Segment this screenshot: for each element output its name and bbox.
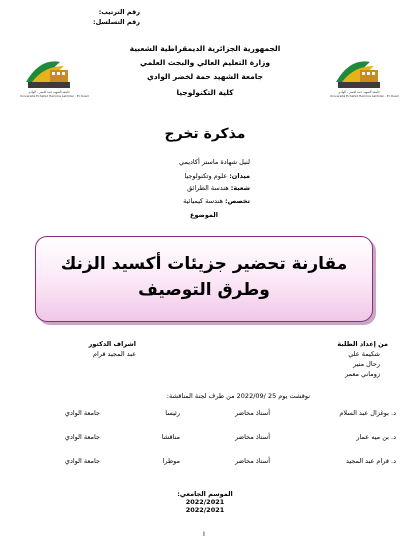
university-logo-left: [20, 52, 89, 100]
thesis-title-line-2: وطرق التوصيف: [138, 280, 270, 300]
logo-caption-ar: جامعة الشهيد حمة لخضر - الوادي: [28, 90, 70, 94]
committee-name-3: د. قرام عبد المجيد: [345, 457, 396, 465]
branch-line: [150, 184, 250, 192]
student-name-1: شكيمة علي: [348, 350, 380, 358]
committee-role-1: رئيسا: [165, 409, 180, 417]
committee-rank-3: أستاذ محاضر: [235, 457, 270, 465]
subject-label: الموضوع: [190, 211, 218, 219]
student-name-2: رحال منير: [353, 360, 380, 368]
student-name-3: زوماني معمر: [345, 370, 380, 378]
committee-univ-2: جامعة الوادي: [64, 433, 100, 441]
faculty-line: كلية التكنولوجيا: [176, 88, 234, 97]
university-building-icon: [20, 52, 78, 92]
serial-number-label: رقم التسلسل:: [93, 18, 140, 26]
committee-name-1: د. بوغزال عبد السلام: [339, 409, 396, 417]
specialty-value: هندسة كيميائية: [183, 197, 223, 205]
logo-caption-ar: جامعة الشهيد حمة لخضر - الوادي: [338, 90, 380, 94]
field-value: علوم وتكنولوجيا: [184, 172, 228, 180]
committee-role-2: مناقشا: [161, 433, 180, 441]
committee-univ-1: جامعة الوادي: [64, 409, 100, 417]
specialty-label: تخصص:: [225, 197, 250, 205]
committee-name-2: د. بن ميه عمار: [356, 433, 396, 441]
thesis-title-line-1: مقارنة تحضير جزيئات أكسيد الزنك: [60, 254, 348, 274]
university-line: جامعة الشهيد حمة لخضر الوادي: [146, 72, 264, 81]
specialty-line: [150, 197, 250, 205]
order-number-label: رقم الترتيب:: [98, 8, 140, 16]
degree-line: لنيل شهادة ماستر أكاديمي: [179, 158, 250, 166]
defense-date-line: نوقشت يوم 25 /2022/09 من طرف لجنة المناقشة:: [166, 392, 310, 400]
committee-univ-3: جامعة الوادي: [64, 457, 100, 465]
committee-rank-1: أستاذ محاضر: [235, 409, 270, 417]
field-label: ميدان:: [229, 172, 250, 180]
supervisor-name: عبد المجيد قرام: [92, 350, 136, 358]
thesis-title-box: [35, 236, 373, 322]
logo-caption-fr: Université Echahid Hamma Lakhdar - El Oued: [330, 94, 399, 98]
committee-rank-2: أستاذ محاضر: [235, 433, 270, 441]
university-logo-right: [330, 52, 399, 100]
thesis-type: مذكرة تخرج: [164, 126, 246, 142]
academic-year-value: 2022/2021: [185, 506, 225, 514]
students-label: من إعداد الطلبة: [337, 340, 388, 348]
logo-caption-fr: Université Echahid Hamma Lakhdar - El Oued: [20, 94, 89, 98]
branch-value: هندسة الطرائق: [187, 184, 229, 192]
academic-year-label: الموسم الجامعي: 2022/2021: [177, 490, 233, 506]
republic-line: الجمهورية الجزائرية الديمقراطية الشعبية: [129, 44, 281, 53]
field-line: [150, 172, 250, 180]
page-number: I: [203, 530, 205, 538]
university-building-icon: [330, 52, 388, 92]
ministry-line: وزارة التعليم العالي والبحث العلمي: [139, 58, 271, 67]
committee-role-3: موطرا: [162, 457, 180, 465]
supervisor-label: اشراف الدكتور: [88, 340, 136, 348]
branch-label: شعبة:: [230, 184, 250, 192]
